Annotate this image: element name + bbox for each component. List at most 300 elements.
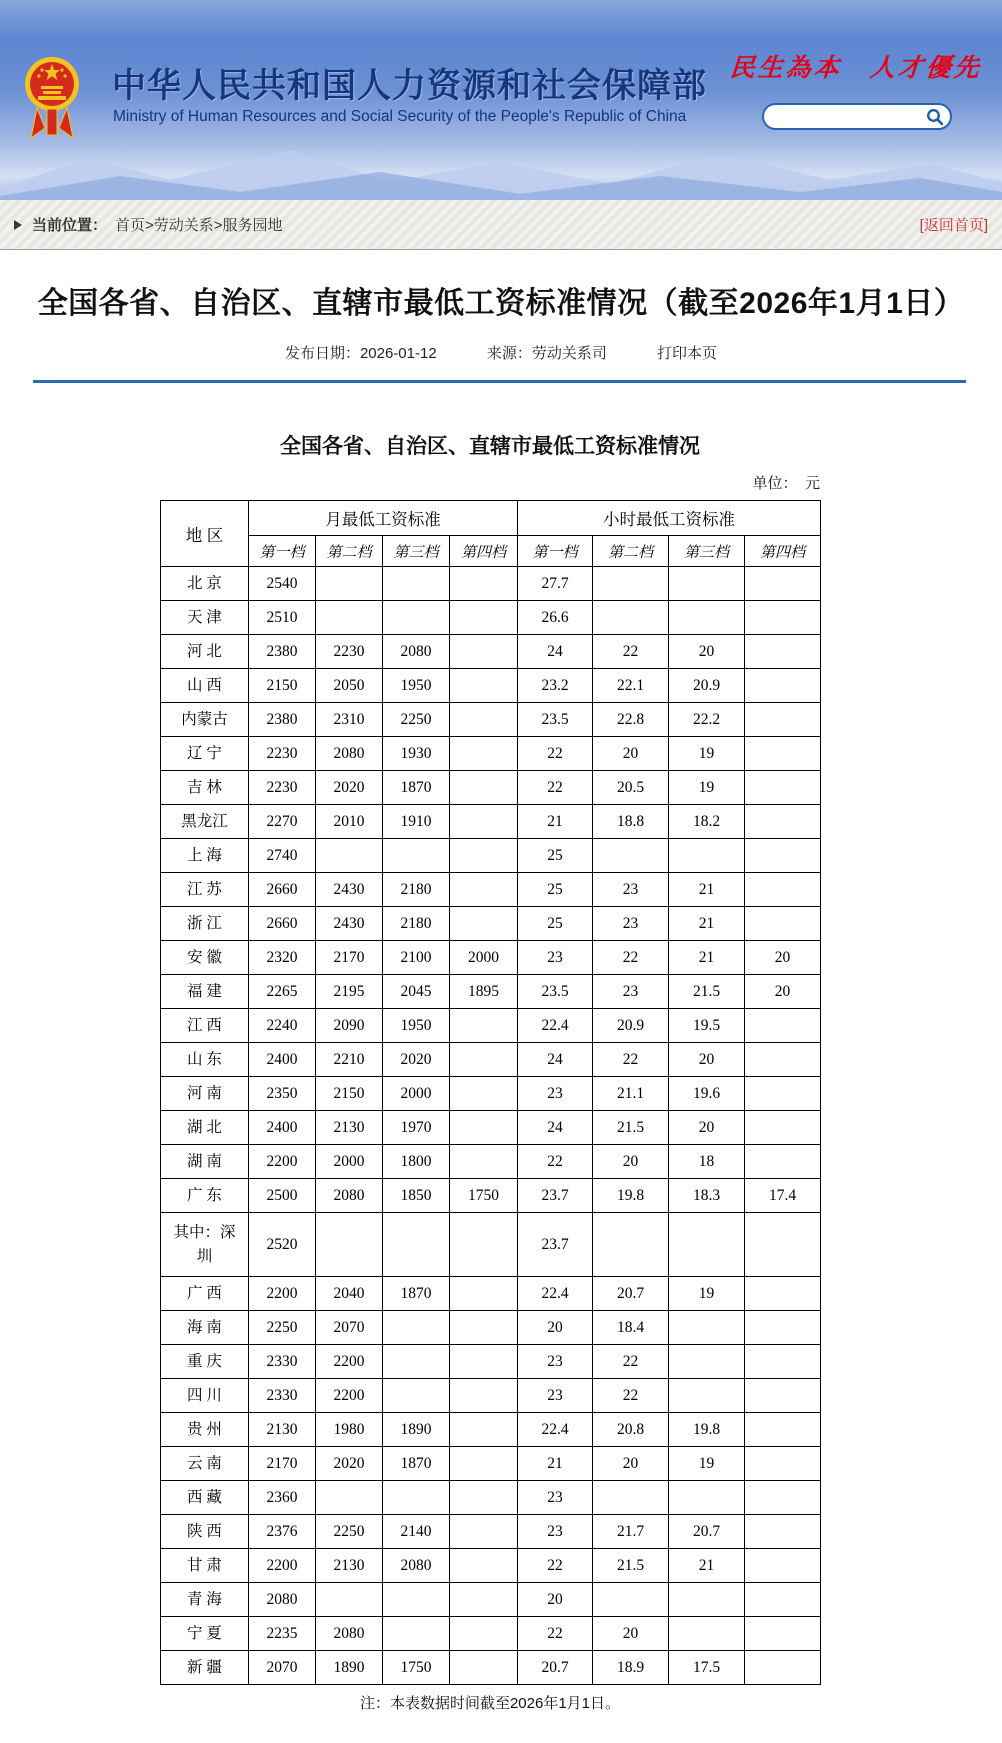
wage-cell: 23.5: [518, 703, 593, 737]
table-row: [161, 1481, 821, 1515]
article-title: 全国各省、自治区、直辖市最低工资标准情况（截至2026年1月1日）: [37, 287, 965, 320]
wage-cell: [450, 1213, 518, 1277]
wage-cell: [745, 1311, 821, 1345]
table-row: [161, 567, 821, 601]
wage-cell: 23.7: [518, 1179, 593, 1213]
table-row: [161, 873, 821, 907]
wage-cell: 2150: [316, 1077, 383, 1111]
wage-cell: [450, 1583, 518, 1617]
wage-cell: 2080: [316, 1179, 383, 1213]
wage-cell: [450, 839, 518, 873]
region-cell: 山 东: [161, 1043, 249, 1077]
region-cell: 广 东: [161, 1179, 249, 1213]
wage-cell: 20.5: [593, 771, 669, 805]
table-row: [161, 1413, 821, 1447]
wage-cell: 2210: [316, 1043, 383, 1077]
wage-cell: 19: [669, 771, 745, 805]
wage-cell: [745, 567, 821, 601]
region-cell: 青 海: [161, 1583, 249, 1617]
wage-cell: [745, 1515, 821, 1549]
wage-cell: 18.4: [593, 1311, 669, 1345]
wage-cell: 24: [518, 635, 593, 669]
wage-cell: [450, 1345, 518, 1379]
wage-cell: [745, 1379, 821, 1413]
wage-cell: 2080: [316, 1617, 383, 1651]
region-cell: 河 北: [161, 635, 249, 669]
wage-cell: 22.4: [518, 1413, 593, 1447]
wage-cell: [593, 1213, 669, 1277]
wage-cell: 2090: [316, 1009, 383, 1043]
region-cell: 江 西: [161, 1009, 249, 1043]
wage-cell: [745, 1077, 821, 1111]
wage-cell: 2660: [249, 907, 316, 941]
wage-cell: [745, 1277, 821, 1311]
region-cell: 陕 西: [161, 1515, 249, 1549]
table-row: [161, 907, 821, 941]
wage-cell: 2660: [249, 873, 316, 907]
wage-cell: 2000: [450, 941, 518, 975]
region-cell: 河 南: [161, 1077, 249, 1111]
unit-label: 单位： 元: [752, 475, 820, 492]
wage-cell: 1950: [383, 1009, 450, 1043]
wage-cell: 2270: [249, 805, 316, 839]
region-cell: 贵 州: [161, 1413, 249, 1447]
table-row: [161, 1447, 821, 1481]
breadcrumb-path[interactable]: 首页>劳动关系>服务园地: [115, 217, 283, 234]
wage-cell: 20: [518, 1583, 593, 1617]
wage-cell: [669, 1617, 745, 1651]
region-cell: 重 庆: [161, 1345, 249, 1379]
hourly-tier-1-header: 第一档: [518, 536, 593, 567]
table-header-row-tiers: [161, 536, 821, 567]
print-page-link[interactable]: 打印本页: [657, 345, 718, 362]
wage-cell: 2430: [316, 907, 383, 941]
wage-cell: [669, 839, 745, 873]
wage-cell: 22.8: [593, 703, 669, 737]
wage-cell: [316, 601, 383, 635]
wage-cell: 2180: [383, 873, 450, 907]
wage-cell: [450, 1447, 518, 1481]
search-box: [762, 103, 952, 130]
wage-cell: 2250: [383, 703, 450, 737]
wage-cell: [450, 737, 518, 771]
wage-cell: 25: [518, 907, 593, 941]
wage-cell: 2140: [383, 1515, 450, 1549]
monthly-tier-1-header: 第一档: [249, 536, 316, 567]
table-row: [161, 1043, 821, 1077]
slogan-calligraphy: 民生為本 人才優先: [728, 55, 983, 82]
wage-cell: [450, 1515, 518, 1549]
wage-cell: 20: [593, 1145, 669, 1179]
region-cell: 海 南: [161, 1311, 249, 1345]
wage-cell: [745, 703, 821, 737]
region-cell: 湖 南: [161, 1145, 249, 1179]
region-cell: 天 津: [161, 601, 249, 635]
wage-cell: 2195: [316, 975, 383, 1009]
wage-cell: [745, 1345, 821, 1379]
wage-cell: 21.5: [669, 975, 745, 1009]
article-meta: [0, 342, 1002, 363]
wage-cell: 1895: [450, 975, 518, 1009]
wage-cell: [745, 1009, 821, 1043]
wage-cell: [450, 1043, 518, 1077]
wage-cell: 2520: [249, 1213, 316, 1277]
wage-cell: 23: [518, 1077, 593, 1111]
wage-cell: [669, 1345, 745, 1379]
wage-cell: 2130: [316, 1111, 383, 1145]
wage-cell: 25: [518, 839, 593, 873]
wage-cell: 2070: [316, 1311, 383, 1345]
wage-cell: [316, 839, 383, 873]
region-cell: 江 苏: [161, 873, 249, 907]
monthly-tier-2-header: 第二档: [316, 536, 383, 567]
wage-cell: [383, 1583, 450, 1617]
wage-cell: [669, 567, 745, 601]
wage-cell: 1930: [383, 737, 450, 771]
wage-cell: 22: [518, 1617, 593, 1651]
wage-cell: 2250: [249, 1311, 316, 1345]
wage-cell: 2380: [249, 635, 316, 669]
wage-cell: [450, 1311, 518, 1345]
national-emblem: [24, 46, 80, 144]
wage-cell: [383, 1311, 450, 1345]
region-cell: 西 藏: [161, 1481, 249, 1515]
wage-cell: 2070: [249, 1651, 316, 1685]
wage-cell: 23: [518, 1379, 593, 1413]
wage-cell: [316, 1213, 383, 1277]
wage-cell: 2000: [383, 1077, 450, 1111]
wage-cell: 2740: [249, 839, 316, 873]
wage-cell: 2230: [249, 737, 316, 771]
wage-cell: [450, 907, 518, 941]
wage-cell: 2020: [316, 1447, 383, 1481]
table-row: [161, 1145, 821, 1179]
wage-cell: 2500: [249, 1179, 316, 1213]
wage-cell: 22.1: [593, 669, 669, 703]
wage-cell: 23.5: [518, 975, 593, 1009]
region-cell: 安 徽: [161, 941, 249, 975]
wage-cell: [745, 873, 821, 907]
wage-cell: [383, 601, 450, 635]
publish-date: 发布日期：2026-01-12: [284, 345, 437, 362]
wage-cell: 2170: [316, 941, 383, 975]
table-row: [161, 1549, 821, 1583]
wage-cell: 20: [745, 975, 821, 1009]
region-cell: 上 海: [161, 839, 249, 873]
wage-cell: [745, 1549, 821, 1583]
region-cell: 四 川: [161, 1379, 249, 1413]
wage-cell: 21: [669, 873, 745, 907]
wage-cell: 22: [593, 635, 669, 669]
table-row: [161, 1617, 821, 1651]
region-cell: 云 南: [161, 1447, 249, 1481]
site-banner: [0, 0, 1002, 200]
table-row: [161, 839, 821, 873]
wage-cell: 20: [593, 1617, 669, 1651]
wage-cell: 2240: [249, 1009, 316, 1043]
wage-cell: 21.7: [593, 1515, 669, 1549]
hourly-tier-2-header: 第二档: [593, 536, 669, 567]
wage-cell: 22: [593, 1043, 669, 1077]
wage-cell: 2230: [249, 771, 316, 805]
table-row: [161, 1345, 821, 1379]
wage-cell: 20: [669, 1043, 745, 1077]
wage-cell: [383, 839, 450, 873]
wage-cell: [745, 669, 821, 703]
wage-cell: 19.8: [669, 1413, 745, 1447]
table-note: 注：本表数据时间截至2026年1月1日。: [359, 1695, 621, 1712]
wage-cell: 2265: [249, 975, 316, 1009]
wage-cell: 22.4: [518, 1009, 593, 1043]
wage-cell: 2040: [316, 1277, 383, 1311]
wage-cell: 19: [669, 1277, 745, 1311]
wage-cell: [745, 1447, 821, 1481]
wage-cell: 22: [518, 1145, 593, 1179]
wage-cell: 24: [518, 1111, 593, 1145]
search-icon[interactable]: [926, 108, 944, 126]
wage-cell: 23: [593, 975, 669, 1009]
wage-cell: 25: [518, 873, 593, 907]
wage-cell: [450, 1077, 518, 1111]
table-row: [161, 1583, 821, 1617]
wage-cell: 2200: [316, 1345, 383, 1379]
table-row: [161, 1213, 821, 1277]
wage-cell: 1890: [383, 1413, 450, 1447]
wage-cell: [593, 567, 669, 601]
wage-cell: 21: [669, 941, 745, 975]
wage-cell: 21: [669, 1549, 745, 1583]
wage-cell: 20: [593, 1447, 669, 1481]
wage-cell: 2130: [316, 1549, 383, 1583]
article-source: 来源：劳动关系司: [486, 345, 607, 362]
wage-cell: [450, 1481, 518, 1515]
wage-cell: 21: [518, 1447, 593, 1481]
wage-cell: 2230: [316, 635, 383, 669]
wage-cell: [669, 1311, 745, 1345]
wage-cell: [383, 1617, 450, 1651]
wage-cell: [745, 839, 821, 873]
wage-cell: [316, 1481, 383, 1515]
table-row: [161, 1379, 821, 1413]
table-row: [161, 1651, 821, 1685]
wage-cell: 20: [669, 1111, 745, 1145]
wage-cell: 1870: [383, 1277, 450, 1311]
wage-cell: 20: [518, 1311, 593, 1345]
wage-cell: [745, 1043, 821, 1077]
region-cell: 内蒙古: [161, 703, 249, 737]
return-home-link[interactable]: [返回首页]: [919, 217, 988, 234]
wage-cell: 22: [518, 1549, 593, 1583]
wage-cell: [593, 601, 669, 635]
search-input[interactable]: [776, 107, 926, 127]
wage-cell: 2080: [316, 737, 383, 771]
breadcrumb-arrow-icon: [14, 220, 22, 230]
wage-cell: [745, 805, 821, 839]
wage-cell: 19.6: [669, 1077, 745, 1111]
wage-cell: 26.6: [518, 601, 593, 635]
wage-cell: 2170: [249, 1447, 316, 1481]
wage-cell: [745, 1583, 821, 1617]
wage-cell: 2010: [316, 805, 383, 839]
wage-cell: 18: [669, 1145, 745, 1179]
wage-cell: 18.8: [593, 805, 669, 839]
wage-cell: 22: [593, 1345, 669, 1379]
table-row: [161, 1111, 821, 1145]
ministry-title-en: Ministry of Human Resources and Social Security of the People's Republic of China: [113, 108, 687, 125]
wage-cell: 23: [518, 1515, 593, 1549]
wage-cell: [669, 601, 745, 635]
wage-cell: 20: [593, 737, 669, 771]
table-row: [161, 635, 821, 669]
monthly-tier-3-header: 第三档: [383, 536, 450, 567]
wage-cell: 23: [518, 941, 593, 975]
wage-cell: 2200: [316, 1379, 383, 1413]
wage-cell: 1890: [316, 1651, 383, 1685]
wage-cell: 18.9: [593, 1651, 669, 1685]
wage-cell: [383, 567, 450, 601]
table-title: 全国各省、自治区、直辖市最低工资标准情况: [280, 435, 700, 458]
wage-cell: 22: [518, 737, 593, 771]
wage-cell: 20: [745, 941, 821, 975]
wage-cell: 2100: [383, 941, 450, 975]
wage-cell: 2020: [383, 1043, 450, 1077]
wage-cell: 17.4: [745, 1179, 821, 1213]
hourly-tier-4-header: 第四档: [745, 536, 821, 567]
wage-cell: 20: [669, 635, 745, 669]
wage-cell: 23: [593, 873, 669, 907]
wage-cell: 21.5: [593, 1111, 669, 1145]
wage-cell: [450, 567, 518, 601]
wage-cell: 22: [593, 1379, 669, 1413]
wage-cell: 23: [518, 1481, 593, 1515]
wage-cell: 1800: [383, 1145, 450, 1179]
wage-cell: 2150: [249, 669, 316, 703]
wage-cell: 2310: [316, 703, 383, 737]
wage-cell: [450, 1277, 518, 1311]
table-row: [161, 1077, 821, 1111]
wage-cell: 2250: [316, 1515, 383, 1549]
wage-cell: 2235: [249, 1617, 316, 1651]
region-cell: 福 建: [161, 975, 249, 1009]
table-row: [161, 1009, 821, 1043]
wage-cell: 2080: [249, 1583, 316, 1617]
wage-cell: 2080: [383, 635, 450, 669]
wage-cell: 19.8: [593, 1179, 669, 1213]
wage-cell: 19.5: [669, 1009, 745, 1043]
wage-cell: [745, 1481, 821, 1515]
wage-cell: 20.8: [593, 1413, 669, 1447]
wage-cell: 24: [518, 1043, 593, 1077]
table-header-row-groups: [161, 501, 821, 536]
wage-cell: 19: [669, 737, 745, 771]
wage-cell: 2130: [249, 1413, 316, 1447]
wage-cell: 21.1: [593, 1077, 669, 1111]
hourly-tier-3-header: 第三档: [669, 536, 745, 567]
wage-cell: [450, 635, 518, 669]
wage-cell: [745, 1145, 821, 1179]
wage-cell: 22: [518, 771, 593, 805]
table-row: [161, 601, 821, 635]
wage-cell: 20.7: [669, 1515, 745, 1549]
wage-cell: 2540: [249, 567, 316, 601]
wage-cell: [669, 1583, 745, 1617]
wage-cell: 2200: [249, 1549, 316, 1583]
region-cell: 其中：深圳: [161, 1213, 249, 1277]
wage-cell: 1970: [383, 1111, 450, 1145]
wage-cell: [450, 601, 518, 635]
wage-cell: 2360: [249, 1481, 316, 1515]
wage-cell: 20.7: [518, 1651, 593, 1685]
wage-cell: [450, 1617, 518, 1651]
wage-cell: 2430: [316, 873, 383, 907]
wage-cell: 19: [669, 1447, 745, 1481]
wage-cell: [450, 873, 518, 907]
wage-cell: 23.2: [518, 669, 593, 703]
wage-cell: [450, 1009, 518, 1043]
wage-cell: 21: [669, 907, 745, 941]
wage-cell: [593, 1481, 669, 1515]
wage-cell: 18.2: [669, 805, 745, 839]
wage-cell: [745, 1111, 821, 1145]
wage-cell: [383, 1213, 450, 1277]
region-cell: 浙 江: [161, 907, 249, 941]
wage-cell: 22: [593, 941, 669, 975]
region-cell: 辽 宁: [161, 737, 249, 771]
wage-cell: 1910: [383, 805, 450, 839]
ministry-title-zh: 中华人民共和国人力资源和社会保障部: [112, 67, 707, 105]
wage-cell: [450, 1111, 518, 1145]
wage-cell: [745, 737, 821, 771]
wage-cell: 23: [518, 1345, 593, 1379]
region-cell: 北 京: [161, 567, 249, 601]
table-row: [161, 1179, 821, 1213]
wage-cell: 2330: [249, 1379, 316, 1413]
wage-cell: 20.9: [593, 1009, 669, 1043]
wage-cell: [745, 1651, 821, 1685]
wage-cell: 27.7: [518, 567, 593, 601]
wage-cell: [450, 1379, 518, 1413]
table-row: [161, 805, 821, 839]
wage-cell: 23.7: [518, 1213, 593, 1277]
wage-cell: 21: [518, 805, 593, 839]
wage-cell: 20.7: [593, 1277, 669, 1311]
region-cell: 湖 北: [161, 1111, 249, 1145]
breadcrumb-label: 当前位置：: [32, 217, 108, 234]
wage-cell: [383, 1481, 450, 1515]
wage-cell: [450, 669, 518, 703]
wage-cell: 22.2: [669, 703, 745, 737]
wage-cell: 1850: [383, 1179, 450, 1213]
table-row: [161, 669, 821, 703]
wage-cell: [383, 1345, 450, 1379]
wage-cell: [745, 907, 821, 941]
wage-cell: [745, 1213, 821, 1277]
wage-cell: [669, 1213, 745, 1277]
wage-cell: [316, 1583, 383, 1617]
table-row: [161, 1515, 821, 1549]
wage-cell: 2376: [249, 1515, 316, 1549]
wage-cell: 2045: [383, 975, 450, 1009]
wage-cell: [745, 771, 821, 805]
wage-cell: 18.3: [669, 1179, 745, 1213]
wage-cell: 2000: [316, 1145, 383, 1179]
region-cell: 吉 林: [161, 771, 249, 805]
wage-cell: [450, 1651, 518, 1685]
wage-cell: 2380: [249, 703, 316, 737]
wage-cell: [450, 1145, 518, 1179]
wage-cell: [745, 601, 821, 635]
divider-line: [33, 380, 966, 383]
